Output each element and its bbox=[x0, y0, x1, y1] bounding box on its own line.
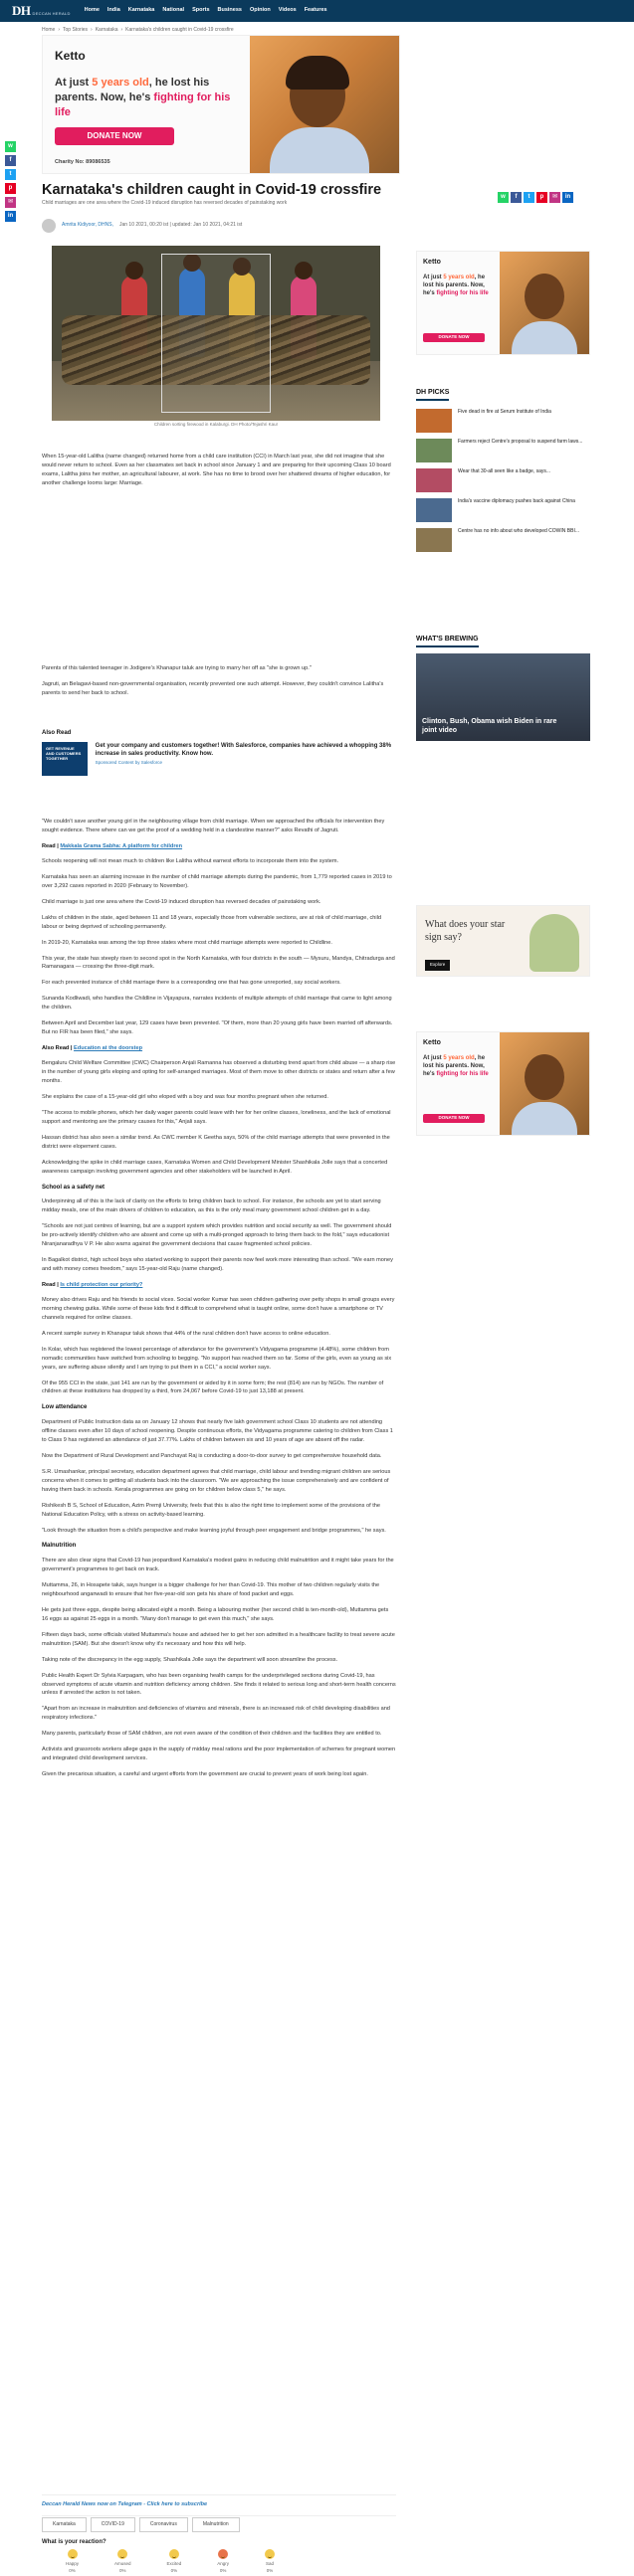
whatsapp-icon[interactable]: w bbox=[498, 192, 509, 203]
pick-thumbnail bbox=[416, 468, 452, 492]
pick-item[interactable]: Farmers reject Centre's proposal to suspend farm laws... bbox=[416, 439, 590, 462]
whatsapp-icon[interactable]: w bbox=[5, 141, 16, 152]
paragraph: Department of Public Instruction data as on January 12 shows that nearly five lakh government school Class 10 students are not attending offline classes even after 10 days of school reopening. Despite continuous efforts, the Vidyagama programme catering to children from Class 1 to Class 9 has registered an attendance of just 37.77%. Lakhs of children between six and 10 years of age are absent off the radar. bbox=[42, 1419, 393, 1443]
paragraph: A recent sample survey in Khanapur taluk shows that 44% of the rural children don't have access to online education. bbox=[42, 1330, 330, 1337]
subheading: Malnutrition bbox=[42, 1543, 77, 1550]
paragraph: Given the precarious situation, a careful and urgent efforts from the government are crucial to prevent years of work being lost again. bbox=[42, 1771, 368, 1778]
byline bbox=[42, 219, 242, 233]
article-body-a bbox=[42, 453, 396, 495]
paragraph: Of the 955 CCI in the state, just 141 are run by the government or aided by it in some form; the rest (814) are run by NGOs. The number of children at these institutions has dropped by a third, from 24,067 before Covid-19 to just 13,188 at present. bbox=[42, 1380, 384, 1395]
breadcrumb-top-stories[interactable]: Top Stories bbox=[63, 27, 89, 33]
pick-item[interactable]: India's vaccine diplomacy pushes back against China bbox=[416, 498, 590, 522]
pick-item[interactable]: Wear that 30-all seen like a badge, says... bbox=[416, 468, 590, 492]
reaction-bar bbox=[66, 2549, 275, 2574]
ad-headline: At just 5 years old, he lost his parents. Now, he's fighting for his life bbox=[55, 77, 231, 118]
paragraph: "Apart from an increase in malnutrition and deficiencies of vitamins and minerals, there is an increased risk of child developing disabilities and respiratory infections." bbox=[42, 1706, 390, 1722]
article-body-a2 bbox=[42, 664, 396, 705]
paragraph: He gets just three eggs, despite being allocated eight a month. Being a labouring mother (her second child is ten-month-old), Muttamma gets 16 eggs as against 25 eggs in a month. "Many don't manage to get even this much," she says. bbox=[42, 1606, 389, 1622]
paragraph: Activists and grassroots workers allege gaps in the supply of midday meal rations and the poor implementation of schemes for pregnant women and integrated child development services. bbox=[42, 1747, 396, 1762]
page-title: Karnataka's children caught in Covid-19 crossfire bbox=[42, 182, 382, 198]
amused-icon bbox=[117, 2549, 127, 2559]
paragraph: Sunanda Kodliwadi, who handles the Childline in Vijayapura, narrates incidents of multiple attempts of child marriage that came to light among the children. bbox=[42, 996, 392, 1012]
sponsored-headline[interactable]: Get your company and customers together! With Salesforce, companies have achieved a whopping 38% increase in sales productivity. Know how. bbox=[95, 742, 392, 758]
nav-item-business[interactable]: Business bbox=[217, 7, 242, 14]
sponsored-label: Sponsored Content by Salesforce bbox=[95, 760, 162, 766]
logo-mark: DH bbox=[12, 2, 31, 18]
ad-headline: At just 5 years old, he lost his parents. Now, he's fighting for his life bbox=[423, 275, 489, 297]
floating-share-bar bbox=[5, 141, 16, 222]
brewing-video-card[interactable] bbox=[416, 653, 590, 741]
explore-button[interactable]: Explore bbox=[425, 960, 450, 971]
image-caption: Children sorting firewood in Kalaburgi. DH Photo/Tejashri Kaur bbox=[153, 422, 279, 427]
paragraph: S.R. Umashankar, principal secretary, education department agrees that child marriage, child labour and trending migrant children are serious concerns when it comes to getting all students back into the classroom. "We are approaching the issue comprehensively and are confident of having them back in schools. Kerala programmes are going on for children below class 5," he says. bbox=[42, 1468, 391, 1493]
linkedin-icon[interactable]: in bbox=[5, 211, 16, 222]
paragraph: Schools reopening will not mean much to children like Lalitha without earnest efforts to incorporate them into the system. bbox=[42, 857, 339, 864]
ad-brand: Ketto bbox=[423, 1039, 441, 1046]
paragraph: "Look through the situation from a child's perspective and make learning joyful through peer engagement and bridge programmes," he says. bbox=[42, 1527, 386, 1534]
paragraph: For each prevented instance of child marriage there is a corresponding one that has gone unreported, say social workers. bbox=[42, 980, 341, 987]
paragraph: In Bagalkot district, high school boys who started working to support their parents now feel work more interesting than school. "We earn money and with money comes freedom," says 15-year-old Raju (name changed). bbox=[42, 1256, 393, 1272]
reaction-angry[interactable]: Angry 0% bbox=[217, 2549, 229, 2574]
nav-item-home[interactable]: Home bbox=[84, 7, 100, 14]
twitter-icon[interactable]: t bbox=[5, 169, 16, 180]
ad-headline: At just 5 years old, he lost his parents. Now, he's fighting for his life bbox=[423, 1055, 489, 1078]
publish-date: Jan 10 2021, 00:20 ist | updated: Jan 10 2021, 04:21 ist bbox=[118, 222, 243, 229]
section-title: WHAT'S BREWING bbox=[416, 635, 479, 647]
paragraph: She explains the case of a 15-year-old girl who eloped with a boy and was four months pregnant when she returned. bbox=[42, 1094, 328, 1101]
pinterest-icon[interactable]: p bbox=[536, 192, 547, 203]
tag-malnutrition[interactable]: Malnutrition bbox=[192, 2517, 240, 2532]
paragraph: Rishikesh B S, School of Education, Azim Premji University, feels that this is also the right time to implement some of the provisions of the National Education Policy, with a stress on activity-based learning. bbox=[42, 1502, 381, 1518]
paragraph: Parents of this talented teenager in Jodigere's Khanapur taluk are trying to marry her off as "she is grown up." bbox=[42, 665, 312, 671]
nav-item-opinion[interactable]: Opinion bbox=[249, 7, 271, 14]
tag-covid[interactable]: COVID-19 bbox=[91, 2517, 135, 2532]
read-more-link: Also Read | Education at the doorstep bbox=[42, 1045, 143, 1052]
donate-now-button[interactable]: DONATE NOW bbox=[55, 127, 174, 145]
ad-brand: Ketto bbox=[423, 259, 441, 266]
nav-item-india[interactable]: India bbox=[106, 7, 120, 14]
article-hero-image bbox=[52, 246, 380, 421]
paragraph: Underpinning all of this is the lack of clarity on the efforts to bring children back to school. For instance, the schools are yet to start serving midday meals, one of the main drivers of children to education, as this is the only meal many government school children get in a day. bbox=[42, 1198, 381, 1214]
paragraph: Many parents, particularly those of SAM children, are not even aware of the condition of their children and the facilities they are entitled to. bbox=[42, 1731, 382, 1738]
ad-charity-number: Charity No: 89086535 bbox=[55, 159, 110, 165]
read-more-link: Read | Makkala Grama Sabha: A platform for children bbox=[42, 842, 183, 849]
paragraph: Child marriage is just one area where the Covid-19 induced disruption has reversed decades of painstaking work. bbox=[42, 898, 321, 905]
tag-coronavirus[interactable]: Coronavirus bbox=[139, 2517, 188, 2532]
pick-thumbnail bbox=[416, 528, 452, 552]
paragraph: "Schools are not just centres of learning, but are a support system which provides nutrition and social security as well. The government should be pro-actively identify children who are absent and come up with a multi-pronged approach to bring them back to the fold," says educationist Niranjanaradhya V P. He also warns against the government decisions that cause fragmented school policies. bbox=[42, 1223, 392, 1248]
article-summary: Child marriages are one area where the Covid-19 induced disruption has reversed decades of painstaking work bbox=[42, 200, 288, 206]
tag-karnataka[interactable]: Karnataka bbox=[42, 2517, 87, 2532]
article-share-icons bbox=[498, 192, 573, 203]
brewing-caption: Clinton, Bush, Obama wish Biden in rare joint video bbox=[422, 717, 557, 735]
pick-thumbnail bbox=[416, 409, 452, 433]
article-tags bbox=[42, 2517, 240, 2532]
top-navbar bbox=[0, 0, 634, 22]
reaction-sad[interactable]: Sad 0% bbox=[265, 2549, 275, 2574]
reaction-amused[interactable]: Amused 0% bbox=[114, 2549, 131, 2574]
section-title: DH PICKS bbox=[416, 388, 449, 401]
paragraph: This year, the state has steeply risen to second spot in the North Karnataka, with four districts in the south — Mysuru, Mandya, Chitradurga and Ramanagara — crossing the three-digit mark. bbox=[42, 955, 395, 971]
nav-item-videos[interactable]: Videos bbox=[278, 7, 297, 14]
donate-now-button[interactable]: DONATE NOW bbox=[423, 333, 485, 342]
paragraph: Lakhs of children in the state, aged between 11 and 18 years, especially those from vulnerable sections, are at risk of child marriage, child labour or being deprived of schooling permanently. bbox=[42, 914, 381, 930]
nav-item-national[interactable]: National bbox=[162, 7, 185, 14]
star-sign-question: What does your star sign say? bbox=[425, 919, 506, 943]
top-ad-banner[interactable] bbox=[42, 35, 400, 174]
reaction-happy[interactable]: Happy 0% bbox=[66, 2549, 79, 2574]
author-name[interactable]: Amrita Kidiyoor, DHNS, bbox=[62, 222, 113, 229]
author-avatar bbox=[42, 219, 56, 233]
reaction-title: What is your reaction? bbox=[42, 2539, 106, 2545]
paragraph: Karnataka has seen an alarming increase in the number of child marriage attempts during the pandemic, from 1,779 reported cases in 2019 to over 3,292 cases reported in 2020 (February to November). bbox=[42, 873, 392, 889]
linkedin-icon[interactable]: in bbox=[562, 192, 573, 203]
read-more-link: Read | Is child protection our priority? bbox=[42, 1281, 143, 1288]
paragraph: In 2019-20, Karnataka was among the top three states where most child marriage attempts were reported to Childline. bbox=[42, 939, 332, 946]
sponsored-also-read[interactable] bbox=[42, 729, 396, 776]
paragraph: When 15-year-old Lalitha (name changed) returned home from a child care institution (CCI) in March last year, she did not imagine that she would never return to school. Even as her classmates set back in school since January 1 and are preparing for their upcoming Class 10 board exams, Lalitha joins her mother, an agricultural labourer, at work. She has no time to brood over her shattered dreams of higher education, for another challenge looms large: Marriage. bbox=[42, 454, 391, 486]
pick-thumbnail bbox=[416, 498, 452, 522]
donate-now-button[interactable]: DONATE NOW bbox=[423, 1114, 485, 1123]
paragraph: Public Health Expert Dr Sylvia Karpagam, who has been organising health camps for the underprivileged sections during Covid-19, has observed symptoms of acute vitamin and nutrition deficiency among children. She finds it related to serious long and short-term health concerns unless if arrested the action is not taken. bbox=[42, 1672, 396, 1697]
sad-icon bbox=[265, 2549, 275, 2559]
pick-item[interactable]: Five dead in fire at Serum Institute of India bbox=[416, 409, 590, 433]
paragraph: Taking note of the discrepancy in the egg supply, Shashikala Jolle says the department will soon streamline the process. bbox=[42, 1656, 338, 1663]
paragraph: Now the Department of Rural Development and Panchayat Raj is conducting a door-to-door survey to get comprehensive household data. bbox=[42, 1452, 382, 1459]
pick-thumbnail bbox=[416, 439, 452, 462]
paragraph: Muttamma, 26, in Hosapete taluk, says hunger is a bigger challenge for her than Covid-19. This mother of two children regularly visits the neighbourhood anganwadi to ensure that her five-year-old son gets his share of food packet and eggs. bbox=[42, 1582, 380, 1597]
site-logo[interactable] bbox=[0, 2, 71, 21]
paragraph: Acknowledging the spike in child marriage cases, Karnataka Women and Child Development Minister Shashikala Jolle says that a concerted awareness campaign involving government agencies and other stakeholders will be launched in April. bbox=[42, 1159, 388, 1175]
article-body-b bbox=[42, 818, 396, 1786]
pinterest-icon[interactable]: p bbox=[5, 183, 16, 194]
excited-icon bbox=[169, 2549, 179, 2559]
nav-item-sports[interactable]: Sports bbox=[192, 7, 210, 14]
logo-subtitle: DECCAN HERALD bbox=[32, 10, 71, 16]
main-nav bbox=[85, 7, 335, 15]
subheading: Low attendance bbox=[42, 1404, 88, 1411]
paragraph: Money also drives Raju and his friends to social vices. Social worker Kumar has seen children gathering over petty shops in small groups every morning chewing gutka. While some of these kids find it difficult to comprehend what is taught online, some don't have a smartphone or TV channels required for online classes. bbox=[42, 1296, 395, 1321]
paragraph: Between April and December last year, 129 cases have been prevented. "Of them, more than 20 young girls have been married off afterwards. But no FIR has been filed," she says. bbox=[42, 1020, 393, 1036]
sidebar-ad-1[interactable] bbox=[416, 251, 590, 355]
sidebar-ad-2[interactable] bbox=[416, 1031, 590, 1136]
paragraph: Fifteen days back, some officials visited Muttamma's house and advised her to get her son admitted in a healthcare facility to treat severe acute malnutrition (SAM). But she doesn't know why it's necessary and how this will help. bbox=[42, 1631, 395, 1647]
nav-item-features[interactable]: Features bbox=[304, 7, 327, 14]
telegram-subscribe-link[interactable]: Deccan Herald News now on Telegram - Click here to subscribe bbox=[42, 2494, 396, 2516]
facebook-icon[interactable]: f bbox=[5, 155, 16, 166]
star-sign-ad[interactable] bbox=[416, 905, 590, 977]
angry-icon bbox=[218, 2549, 228, 2559]
email-icon[interactable]: ✉ bbox=[5, 197, 16, 208]
pick-item[interactable]: Centre has no info about who developed COWIN BBI... bbox=[416, 528, 590, 552]
subheading: School as a safety net bbox=[42, 1184, 106, 1191]
paragraph: In Kolar, which has registered the lowest percentage of attendance for the government's Vidyagama programme (4.48%), some children from nomadic communities have switched from schooling to begging. "No support has reached them so far. Some of the girls, even as young as six years, are suffering abuse silently and I am trying to put them in a CCI," a social worker says. bbox=[42, 1346, 392, 1371]
email-icon[interactable]: ✉ bbox=[549, 192, 560, 203]
breadcrumb-home[interactable]: Home bbox=[42, 27, 56, 33]
star-sign-illustration bbox=[529, 914, 579, 972]
twitter-icon[interactable]: t bbox=[524, 192, 534, 203]
facebook-icon[interactable]: f bbox=[511, 192, 522, 203]
reaction-excited[interactable]: Excited 0% bbox=[167, 2549, 182, 2574]
whats-brewing bbox=[416, 635, 590, 741]
sponsored-thumbnail: GET REVENUE AND CUSTOMERS TOGETHER bbox=[42, 742, 88, 776]
ad-brand: Ketto bbox=[55, 49, 86, 63]
paragraph: Jagruti, an Belagavi-based non-governmental organisation, recently prevented one such attempt. However, they couldn't convince Lalitha's parents to send her back to school. bbox=[42, 680, 384, 696]
happy-icon bbox=[68, 2549, 78, 2559]
paragraph: "The access to mobile phones, which her daily wager parents could leave with her for her online classes, loneliness, and the lack of emotional support and mentoring are the primary causes for this," Anjali says. bbox=[42, 1109, 391, 1125]
breadcrumb-current: Karnataka's children caught in Covid-19 crossfire bbox=[125, 27, 234, 33]
also-read-title: Also Read bbox=[42, 730, 72, 736]
breadcrumb-karnataka[interactable]: Karnataka bbox=[95, 27, 118, 33]
breadcrumb: Home › Top Stories › Karnataka › Karnataka's children caught in Covid-19 crossfire bbox=[42, 27, 234, 33]
ad-photo bbox=[250, 36, 399, 174]
paragraph: "We couldn't save another young girl in the neighbouring village from child marriage. When we approached the officials for intervention they sought evidence. There where can we get the proof of a wedding held in a clandestine manner?" asks Revathi of Jagruti. bbox=[42, 819, 385, 833]
paragraph: Bengaluru Child Welfare Committee (CWC) Chairperson Anjali Ramanna has observed a disturbing trend apart from child abuse — a sharp rise in the number of young girls eloping and opting for self-arranged marriages. Most of them move to other districts or states and return after a few months. bbox=[42, 1060, 396, 1085]
dh-picks bbox=[416, 388, 590, 558]
paragraph: Hassan district has also seen a similar trend. As CWC member K Geetha says, 50% of the child marriage attempts that were prevented in the district were elopement cases. bbox=[42, 1134, 390, 1150]
paragraph: There are also clear signs that Covid-19 has jeopardised Karnataka's modest gains in reducing child malnutrition and it might take years for the government's programmes to get back on track. bbox=[42, 1558, 394, 1573]
nav-item-karnataka[interactable]: Karnataka bbox=[127, 7, 155, 14]
